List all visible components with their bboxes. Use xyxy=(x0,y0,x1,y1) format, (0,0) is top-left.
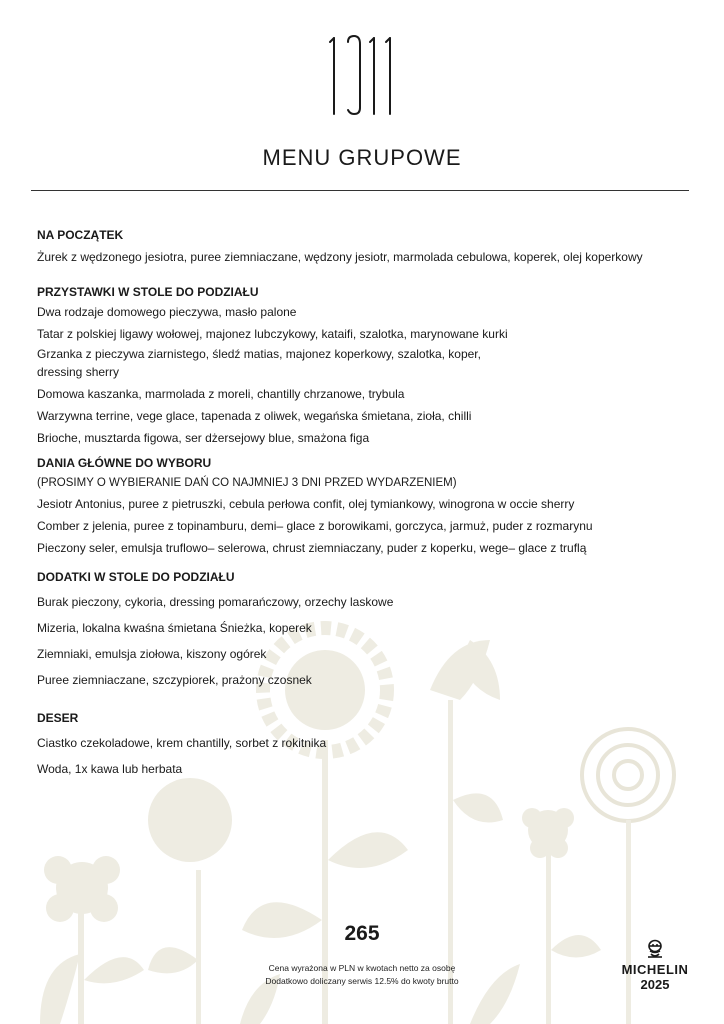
section-przystawki xyxy=(37,283,697,446)
menu-item: Jesiotr Antonius, puree z pietruszki, cebula perłowa confit, olej tymiankowy, winogrona w occie sherry xyxy=(37,497,575,511)
menu-item: dressing sherry xyxy=(37,365,120,379)
menu-item: Burak pieczony, cykoria, dressing pomarańczowy, orzechy laskowe xyxy=(37,595,394,609)
menu-item: Ziemniaki, emulsja ziołowa, kiszony ogórek xyxy=(37,647,267,661)
menu-item: Brioche, musztarda figowa, ser dżersejowy blue, smażona figa xyxy=(37,431,370,445)
section-na-poczatek xyxy=(37,226,697,265)
section-heading: NA POCZĄTEK xyxy=(37,228,124,242)
section-deser xyxy=(37,709,697,777)
michelin-bibendum-icon xyxy=(644,938,666,960)
michelin-brand: MICHELIN xyxy=(621,962,689,977)
menu-item: Pieczony seler, emulsja truflowo– selerowa, chrust ziemniaczany, puder z koperku, wege– glace z truflą xyxy=(37,541,587,555)
restaurant-logo xyxy=(322,34,402,116)
footnote-line-2: Dodatkowo doliczany serwis 12.5% do kwoty brutto xyxy=(265,976,459,986)
michelin-badge xyxy=(613,938,697,992)
menu-item: Puree ziemniaczane, szczypiorek, prażony czosnek xyxy=(37,673,312,687)
menu-item: Grzanka z pieczywa ziarnistego, śledź matias, majonez koperkowy, szalotka, koper, xyxy=(37,347,481,361)
menu-content xyxy=(37,226,697,777)
menu-item: Tatar z polskiej ligawy wołowej, majonez lubczykowy, kataifi, szalotka, marynowane kurki xyxy=(37,327,508,341)
menu-item: Warzywna terrine, vege glace, tapenada z oliwek, wegańska śmietana, zioła, chilli xyxy=(37,409,472,423)
price: 265 xyxy=(344,922,380,945)
michelin-year: 2025 xyxy=(640,977,670,992)
section-heading: PRZYSTAWKI W STOLE DO PODZIAŁU xyxy=(37,285,259,299)
menu-item: Mizeria, lokalna kwaśna śmietana Śnieżka, koperek xyxy=(37,621,312,635)
menu-item: Żurek z wędzonego jesiotra, puree ziemniaczane, wędzony jesiotr, marmolada cebulowa, koperek, olej koperkowy xyxy=(37,250,643,264)
page-title: MENU GRUPOWE xyxy=(262,145,462,170)
menu-item: Woda, 1x kawa lub herbata xyxy=(37,762,183,776)
menu-item: Ciastko czekoladowe, krem chantilly, sorbet z rokitnika xyxy=(37,736,327,750)
section-dodatki xyxy=(37,568,697,688)
menu-item: Dwa rodzaje domowego pieczywa, masło palone xyxy=(37,305,297,319)
menu-item: Domowa kaszanka, marmolada z moreli, chantilly chrzanowe, trybula xyxy=(37,387,405,401)
menu-item: Comber z jelenia, puree z topinamburu, demi– glace z borowikami, gorczyca, jarmuż, puder z rozmarynu xyxy=(37,519,593,533)
section-heading: DESER xyxy=(37,711,79,725)
section-note: (PROSIMY O WYBIERANIE DAŃ CO NAJMNIEJ 3 DNI PRZED WYDARZENIEM) xyxy=(37,477,457,489)
header-divider xyxy=(31,190,689,191)
section-dania-glowne xyxy=(37,454,697,556)
section-heading: DODATKI W STOLE DO PODZIAŁU xyxy=(37,570,235,584)
footnote-line-1: Cena wyrażona w PLN w kwotach netto za osobę xyxy=(268,963,456,973)
section-heading: DANIA GŁÓWNE DO WYBORU xyxy=(37,456,212,470)
